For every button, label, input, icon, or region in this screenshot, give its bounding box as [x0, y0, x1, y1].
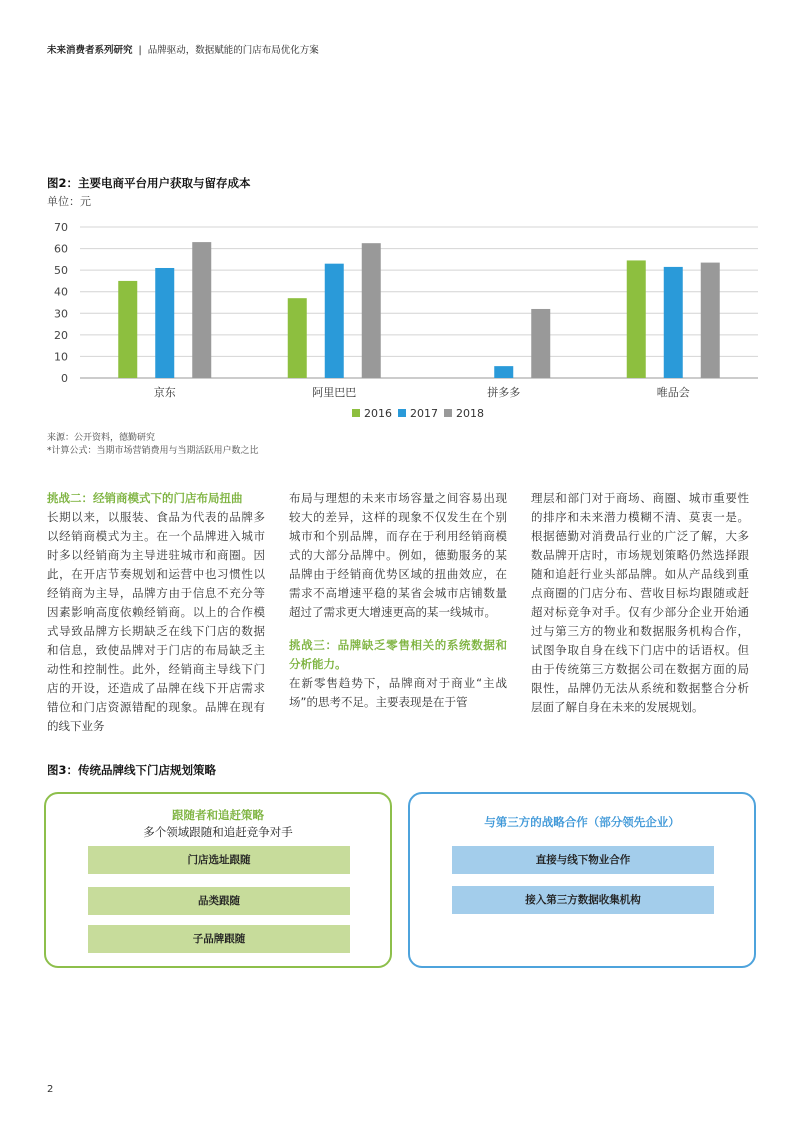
y-tick-label: 50: [54, 264, 68, 278]
bar-chart: [40, 215, 770, 420]
bar-2016: [288, 298, 307, 378]
challenge-3-heading: 挑战三：品牌缺乏零售相关的系统数据和分析能力。: [289, 638, 507, 671]
bar-2017: [664, 267, 683, 378]
y-tick-label: 20: [54, 328, 68, 342]
bar-2017: [325, 264, 344, 378]
x-tick-label: 唯品会: [656, 386, 690, 399]
follower-strategy-subtitle: 多个领域跟随和追赶竞争对手: [143, 825, 293, 839]
bar-2017: [155, 268, 174, 378]
legend-swatch: [398, 409, 406, 417]
bar-2018: [192, 242, 211, 378]
series-title: 未来消费者系列研究: [47, 45, 133, 56]
figure2-unit: 单位：元: [47, 195, 91, 208]
x-tick-label: 京东: [153, 386, 176, 399]
y-tick-label: 70: [54, 221, 68, 234]
page-number: 2: [47, 1084, 54, 1095]
legend-label: 2017: [410, 407, 438, 420]
strategy-item: 子品牌跟随: [88, 925, 350, 953]
figure2-title: 图2：主要电商平台用户获取与留存成本: [47, 176, 251, 190]
formula-note: *计算公式：当期市场营销费用与当期活跃用户数之比: [47, 446, 259, 456]
challenge-2-body: 长期以来，以服装、食品为代表的品牌多以经销商模式为主。在一个品牌进入城市时多以经销商为主导进驻城市和商圈。因此，在开店节奏规划和运营中也习惯性以经销商为主导，品牌方由于信息不充分等因素影响高度依赖经销商。以上的合作模式导致品牌方长期缺乏在线下门店的数据和信息，致使品牌对于门店的布局缺乏主动性和控制性。此外，经销商主导线下门店的开设，还造成了品牌在线下开店需求错位和门店资源错配的现象。品牌在现有的线下业务: [47, 510, 265, 733]
legend-label: 2018: [456, 407, 484, 420]
header-separator: |: [138, 45, 142, 56]
y-tick-label: 10: [54, 350, 68, 364]
challenge-2-heading: 挑战二：经销商模式下的门店布局扭曲: [47, 491, 243, 505]
column-2-body: 布局与理想的未来市场容量之间容易出现较大的差异，这样的现象不仅发生在个别城市和个别品牌，而存在于利用经销商模式的大部分品牌中。例如，德勤服务的某品牌由于经销商优势区域的扭曲效应，在需求不高增速平稳的某省会城市店铺数量超过了需求更大增速更高的某一线城市。: [289, 491, 507, 619]
bar-2016: [627, 260, 646, 378]
bar-2018: [362, 243, 381, 378]
follower-strategy-title: 跟随者和追赶策略: [172, 808, 264, 822]
y-tick-label: 60: [54, 242, 68, 256]
figure3-title: 图3：传统品牌线下门店规划策略: [47, 763, 216, 777]
y-tick-label: 40: [54, 285, 68, 299]
y-tick-label: 30: [54, 307, 68, 321]
header-subtitle: 品牌驱动，数据赋能的门店布局优化方案: [147, 45, 319, 56]
text-column-3: [531, 489, 749, 717]
x-tick-label: 阿里巴巴: [312, 386, 357, 399]
legend-label: 2016: [364, 407, 392, 420]
follower-strategy-box: [44, 792, 392, 968]
strategy-item: 品类跟随: [88, 887, 350, 915]
third-party-title: 与第三方的战略合作（部分领先企业）: [484, 815, 680, 829]
challenge-3-body: 在新零售趋势下，品牌商对于商业“主战场”的思考不足。主要表现是在于管: [289, 676, 507, 709]
running-header: [47, 42, 319, 56]
source-line: 来源：公开资料，德勤研究: [47, 433, 156, 443]
strategy-item: 直接与线下物业合作: [452, 846, 714, 874]
legend-swatch: [352, 409, 360, 417]
text-column-1: [47, 489, 265, 736]
bar-2016: [118, 281, 137, 378]
text-column-2: [289, 489, 507, 712]
figure2-source: [47, 432, 259, 458]
strategy-item: 门店选址跟随: [88, 846, 350, 874]
bar-2017: [494, 366, 513, 378]
third-party-box: [408, 792, 756, 968]
bar-2018: [531, 309, 550, 378]
strategy-item: 接入第三方数据收集机构: [452, 886, 714, 914]
bar-2018: [701, 263, 720, 378]
x-tick-label: 拼多多: [487, 386, 521, 399]
y-tick-label: 0: [61, 372, 68, 385]
legend-swatch: [444, 409, 452, 417]
column-3-body: 理层和部门对于商场、商圈、城市重要性的排序和未来潜力模糊不清、莫衷一是。根据德勤对消费品行业的广泛了解，大多数品牌开店时，市场规划策略仍然选择跟随和追赶行业头部品牌。如从产品线到重点商圈的门店分布、营收目标均跟随或赶超对标竞争对手。仅有少部分企业开始通过与第三方的物业和数据服务机构合作，试图争取自身在线下门店中的话语权。但由于传统第三方数据公司在数据方面的局限性，品牌仍无法从系统和数据整合分析层面了解自身在未来的发展规划。: [531, 491, 749, 714]
